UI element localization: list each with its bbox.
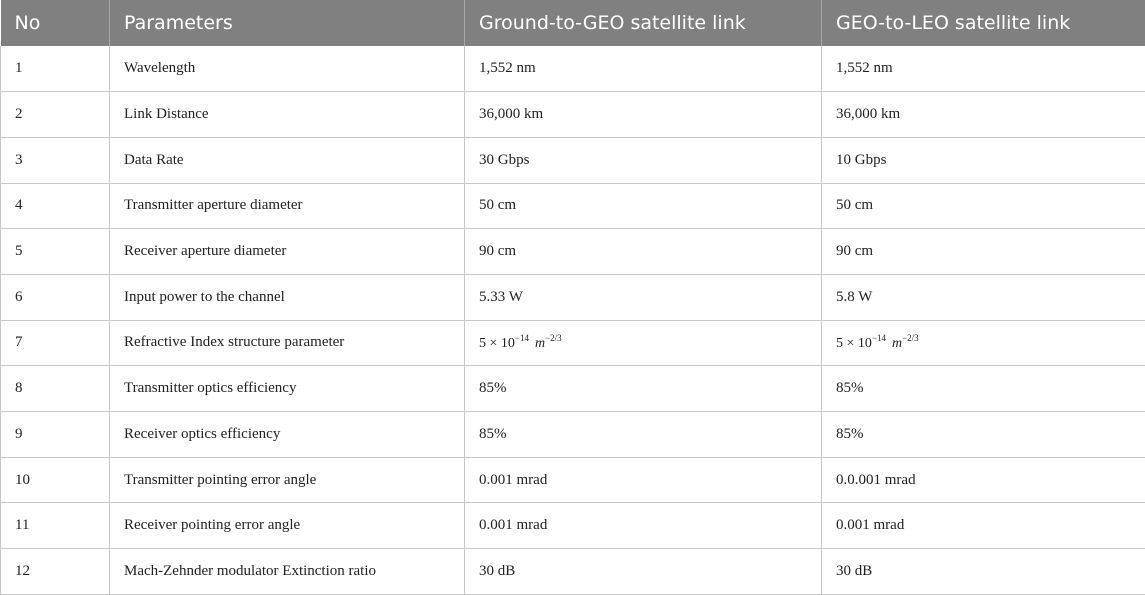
cell-parameter: Receiver aperture diameter xyxy=(110,229,465,275)
math-coef: 5 × 10 xyxy=(836,336,872,352)
cell-no: 11 xyxy=(1,503,110,549)
cell-geo-leo: 0.0.001 mrad xyxy=(822,457,1145,503)
cell-no: 5 xyxy=(1,229,110,275)
table-row xyxy=(1,320,1145,366)
cell-no: 2 xyxy=(1,92,110,138)
cell-parameter: Data Rate xyxy=(110,137,465,183)
cell-ground-geo: 5.33 W xyxy=(465,274,822,320)
cell-geo-leo: 36,000 km xyxy=(822,92,1145,138)
math-expression xyxy=(479,333,562,352)
table-row xyxy=(1,412,1145,458)
cell-no: 3 xyxy=(1,137,110,183)
cell-ground-geo: 1,552 nm xyxy=(465,46,822,92)
cell-geo-leo: 5.8 W xyxy=(822,274,1145,320)
math-unit-exponent: −2/3 xyxy=(545,333,562,344)
table-row xyxy=(1,457,1145,503)
cell-ground-geo: 0.001 mrad xyxy=(465,457,822,503)
cell-ground-geo: 36,000 km xyxy=(465,92,822,138)
cell-geo-leo: 85% xyxy=(822,412,1145,458)
cell-no: 7 xyxy=(1,320,110,366)
math-coef: 5 × 10 xyxy=(479,336,515,352)
cell-ground-geo: 85% xyxy=(465,366,822,412)
cell-parameter: Receiver optics efficiency xyxy=(110,412,465,458)
cell-geo-leo: 90 cm xyxy=(822,229,1145,275)
cell-no: 9 xyxy=(1,412,110,458)
cell-ground-geo: 30 Gbps xyxy=(465,137,822,183)
cell-geo-leo: 50 cm xyxy=(822,183,1145,229)
cell-ground-geo: 85% xyxy=(465,412,822,458)
cell-parameter: Link Distance xyxy=(110,92,465,138)
table-row xyxy=(1,137,1145,183)
cell-no: 12 xyxy=(1,549,110,595)
table-row xyxy=(1,503,1145,549)
table-row xyxy=(1,46,1145,92)
math-exponent: −14 xyxy=(871,333,886,344)
cell-parameter: Mach-Zehnder modulator Extinction ratio xyxy=(110,549,465,595)
math-unit: m xyxy=(534,336,546,352)
cell-geo-leo: 0.001 mrad xyxy=(822,503,1145,549)
cell-ground-geo: 50 cm xyxy=(465,183,822,229)
cell-parameter: Transmitter optics efficiency xyxy=(110,366,465,412)
cell-geo-leo: 30 dB xyxy=(822,549,1145,595)
cell-parameter: Wavelength xyxy=(110,46,465,92)
header-no: No xyxy=(1,0,110,46)
header-parameters: Parameters xyxy=(110,0,465,46)
cell-parameter: Transmitter pointing error angle xyxy=(110,457,465,503)
cell-no: 4 xyxy=(1,183,110,229)
table-row xyxy=(1,366,1145,412)
header-geo-to-leo: GEO-to-LEO satellite link xyxy=(836,12,1071,34)
cell-ground-geo xyxy=(465,320,822,366)
math-expression xyxy=(836,333,919,352)
table-header-row xyxy=(1,0,1145,46)
header-ground-to-geo: Ground-to-GEO satellite link xyxy=(465,0,822,46)
math-unit: m xyxy=(891,336,903,352)
cell-ground-geo: 90 cm xyxy=(465,229,822,275)
cell-no: 8 xyxy=(1,366,110,412)
cell-parameter: Input power to the channel xyxy=(110,274,465,320)
cell-geo-leo xyxy=(822,320,1145,366)
cell-no: 6 xyxy=(1,274,110,320)
cell-ground-geo: 30 dB xyxy=(465,549,822,595)
table-row xyxy=(1,274,1145,320)
cell-no: 10 xyxy=(1,457,110,503)
table-row xyxy=(1,549,1145,595)
math-exponent: −14 xyxy=(514,333,529,344)
cell-parameter: Receiver pointing error angle xyxy=(110,503,465,549)
cell-parameter: Transmitter aperture diameter xyxy=(110,183,465,229)
table-row xyxy=(1,229,1145,275)
table-row xyxy=(1,92,1145,138)
cell-no: 1 xyxy=(1,46,110,92)
cell-geo-leo: 85% xyxy=(822,366,1145,412)
cell-ground-geo: 0.001 mrad xyxy=(465,503,822,549)
cell-geo-leo: 1,552 nm xyxy=(822,46,1145,92)
math-unit-exponent: −2/3 xyxy=(902,333,919,344)
cell-geo-leo: 10 Gbps xyxy=(822,137,1145,183)
cell-parameter: Refractive Index structure parameter xyxy=(110,320,465,366)
table-row xyxy=(1,183,1145,229)
